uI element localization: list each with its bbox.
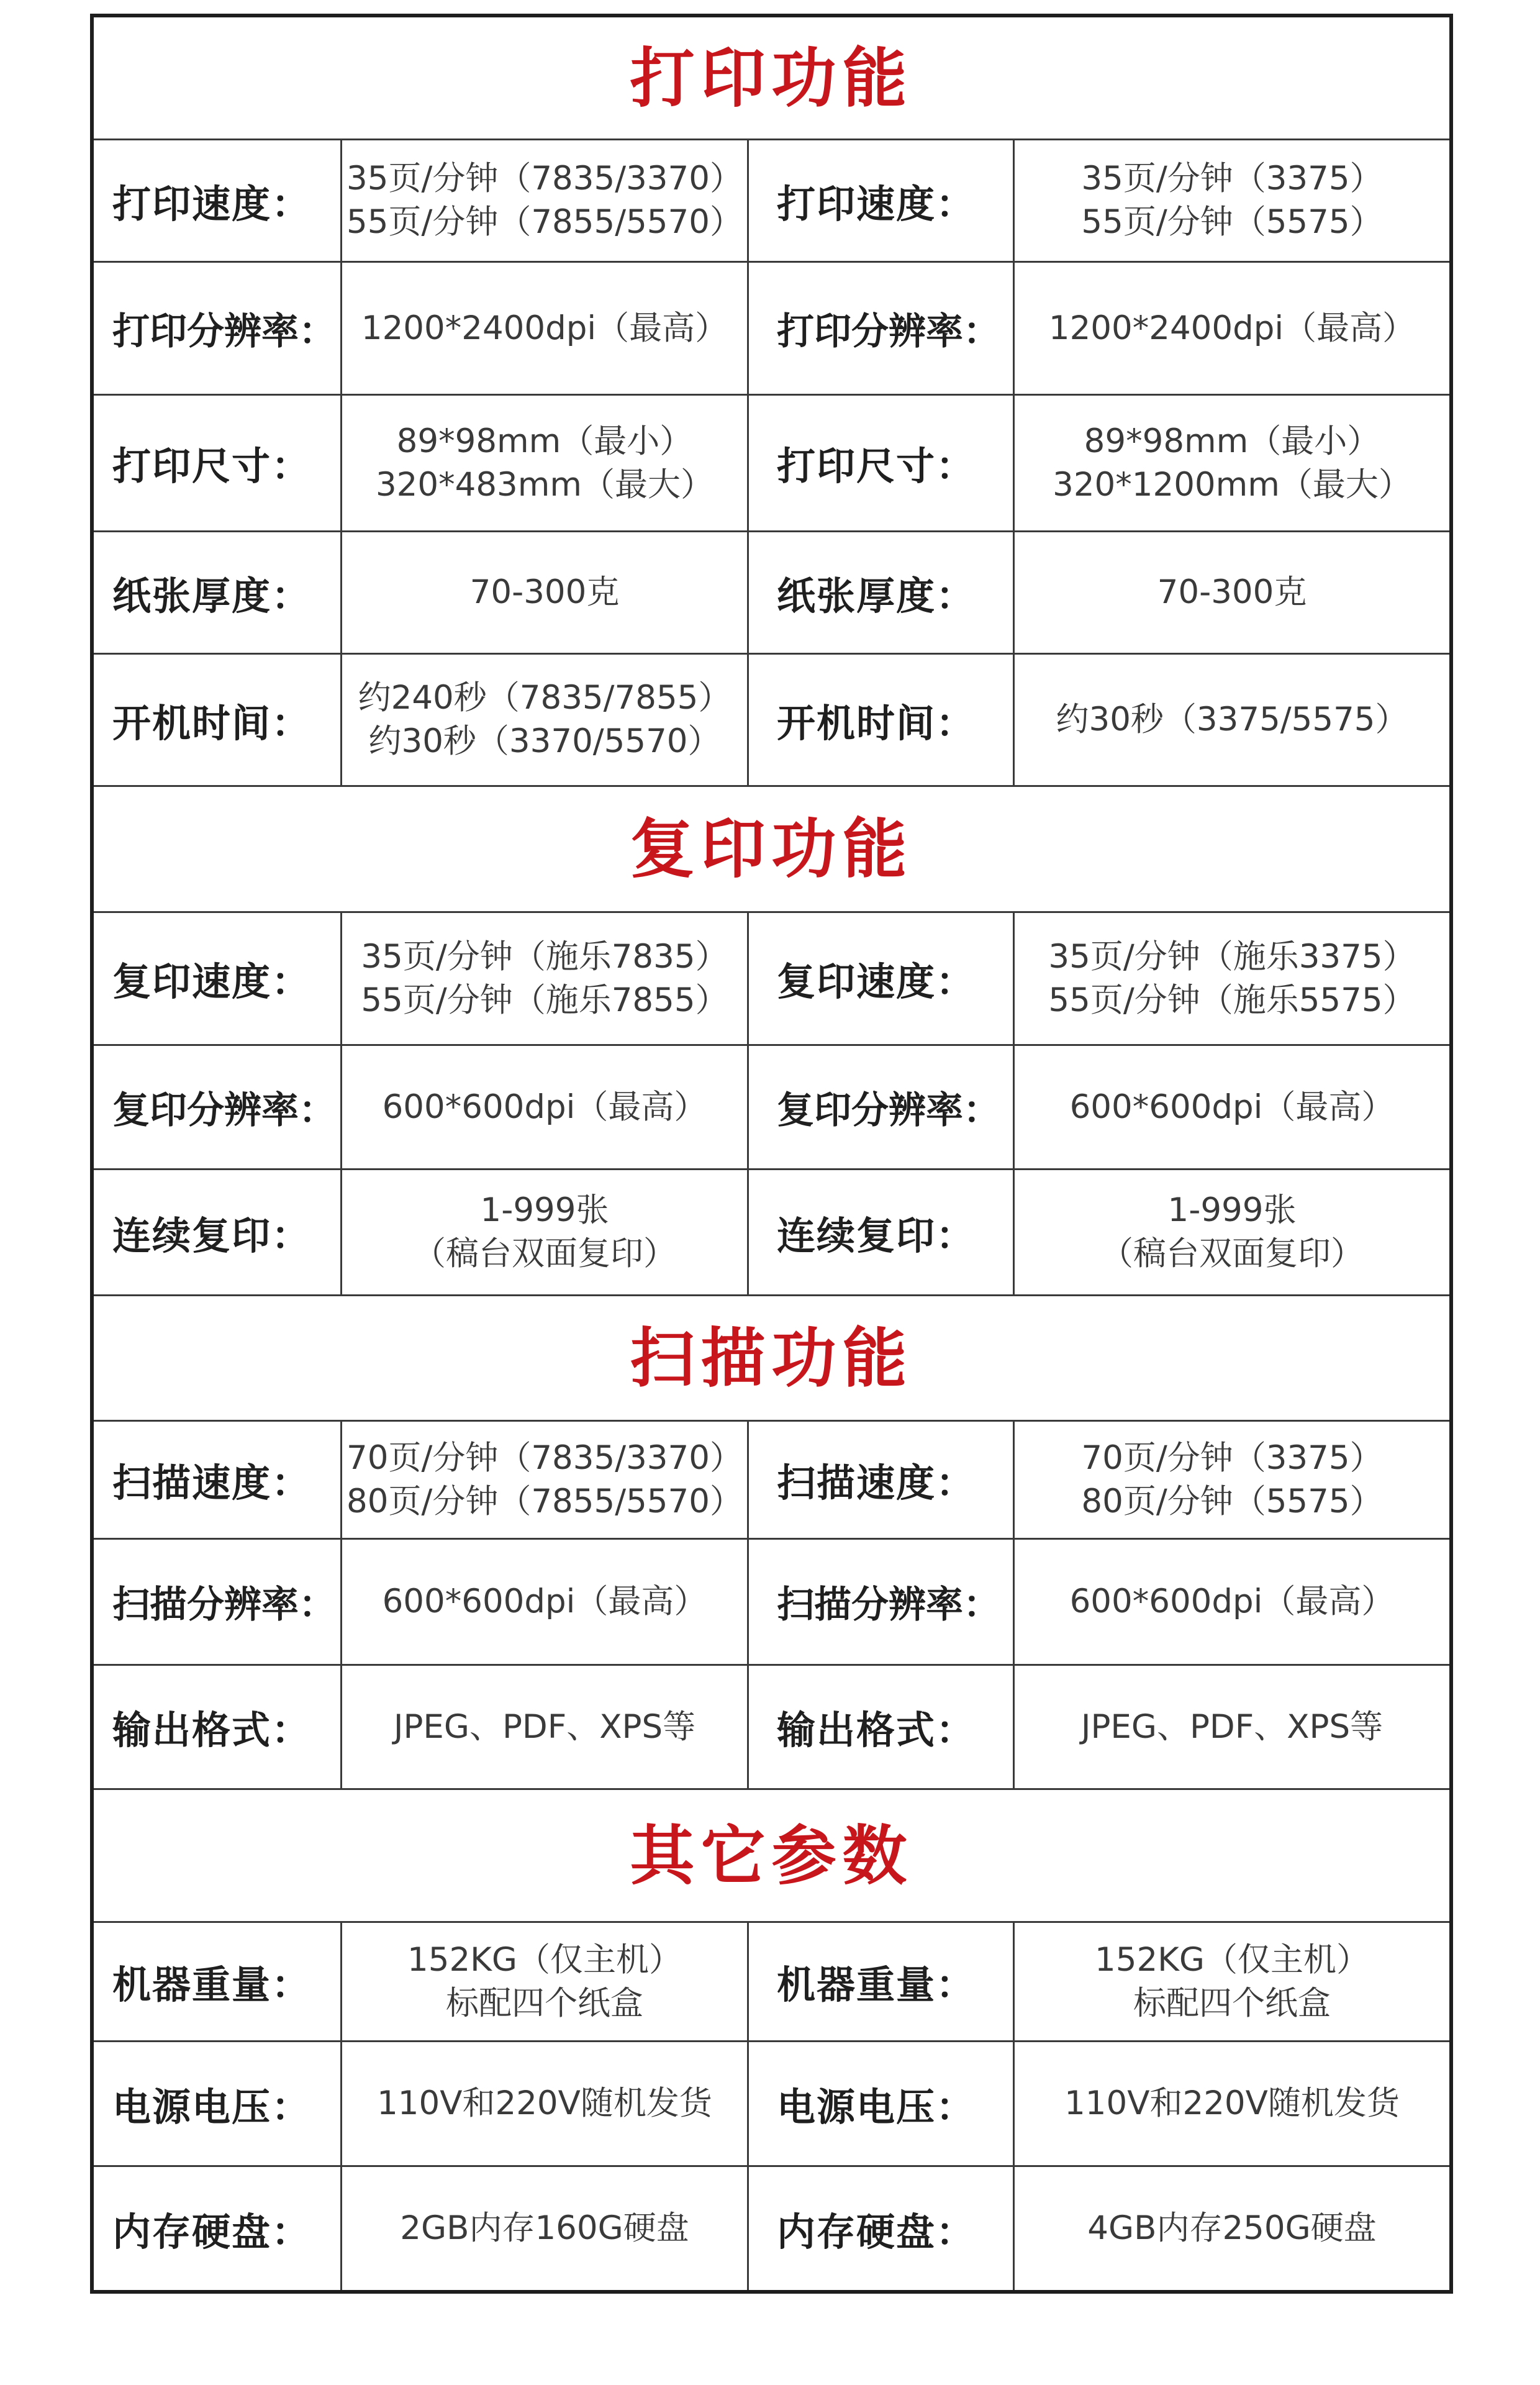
spec-label: 扫描速度： bbox=[749, 1422, 1015, 1538]
spec-label: 扫描分辨率： bbox=[94, 1540, 342, 1664]
spec-label: 输出格式： bbox=[94, 1666, 342, 1788]
spec-value: 1-999张 （稿台双面复印） bbox=[1100, 1191, 1364, 1273]
spec-value: 600*600dpi（最高） bbox=[342, 1046, 749, 1168]
section-title: 复印功能 bbox=[630, 811, 913, 887]
spec-value: 1200*2400dpi（最高） bbox=[342, 263, 749, 394]
spec-value: 600*600dpi（最高） bbox=[342, 1540, 749, 1664]
spec-label: 电源电压： bbox=[749, 2042, 1015, 2165]
spec-label: 打印速度： bbox=[94, 140, 342, 261]
spec-row bbox=[94, 263, 1449, 396]
spec-value: 70-300克 bbox=[342, 532, 749, 653]
section-header-print bbox=[94, 17, 1449, 140]
spec-row bbox=[94, 2167, 1449, 2290]
spec-value: 1200*2400dpi（最高） bbox=[1048, 309, 1416, 347]
section-header-copy bbox=[94, 787, 1449, 913]
spec-label: 纸张厚度： bbox=[749, 532, 1015, 653]
spec-value: 35页/分钟（3375） 55页/分钟（5575） bbox=[1081, 160, 1383, 241]
spec-table bbox=[90, 14, 1453, 2294]
spec-label: 连续复印： bbox=[749, 1170, 1015, 1294]
spec-label: 打印分辨率： bbox=[94, 263, 342, 394]
spec-value: 70页/分钟（3375） 80页/分钟（5575） bbox=[1081, 1438, 1383, 1520]
spec-label: 扫描分辨率： bbox=[749, 1540, 1015, 1664]
spec-value: 110V和220V随机发货 bbox=[342, 2042, 749, 2165]
spec-label: 内存硬盘： bbox=[749, 2167, 1015, 2290]
spec-value: 1-999张 （稿台双面复印） bbox=[342, 1170, 749, 1294]
spec-label: 内存硬盘： bbox=[94, 2167, 342, 2290]
spec-row bbox=[94, 1540, 1449, 1666]
spec-label: 纸张厚度： bbox=[94, 532, 342, 653]
section-title: 打印功能 bbox=[630, 40, 913, 116]
spec-value: JPEG、PDF、XPS等 bbox=[1080, 1707, 1384, 1746]
section-title: 其它参数 bbox=[630, 1817, 913, 1894]
spec-row bbox=[94, 655, 1449, 787]
section-header-scan bbox=[94, 1296, 1449, 1422]
spec-label: 打印尺寸： bbox=[94, 396, 342, 530]
spec-label: 开机时间： bbox=[94, 655, 342, 785]
spec-label: 输出格式： bbox=[749, 1666, 1015, 1788]
section-title: 扫描功能 bbox=[630, 1320, 913, 1396]
spec-row bbox=[94, 913, 1449, 1046]
spec-row bbox=[94, 396, 1449, 532]
spec-label: 电源电压： bbox=[94, 2042, 342, 2165]
spec-row bbox=[94, 1923, 1449, 2042]
spec-label: 复印分辨率： bbox=[94, 1046, 342, 1168]
spec-row bbox=[94, 532, 1449, 655]
spec-row bbox=[94, 1422, 1449, 1540]
spec-label: 开机时间： bbox=[749, 655, 1015, 785]
spec-value: 70-300克 bbox=[1157, 573, 1307, 612]
spec-label: 复印分辨率： bbox=[749, 1046, 1015, 1168]
spec-value: 4GB内存250G硬盘 bbox=[1087, 2209, 1377, 2248]
spec-value: 110V和220V随机发货 bbox=[1064, 2084, 1400, 2123]
spec-label: 机器重量： bbox=[94, 1923, 342, 2040]
spec-label: 打印尺寸： bbox=[749, 396, 1015, 530]
spec-label: 扫描速度： bbox=[94, 1422, 342, 1538]
spec-value: JPEG、PDF、XPS等 bbox=[342, 1666, 749, 1788]
spec-label: 机器重量： bbox=[749, 1923, 1015, 2040]
spec-value: 89*98mm（最小） 320*1200mm（最大） bbox=[1053, 422, 1411, 504]
spec-row bbox=[94, 2042, 1449, 2167]
spec-value: 约240秒（7835/7855） 约30秒（3370/5570） bbox=[342, 655, 749, 785]
spec-value: 152KG（仅主机） 标配四个纸盒 bbox=[1095, 1940, 1369, 2022]
spec-row bbox=[94, 140, 1449, 263]
spec-value: 35页/分钟（7835/3370） 55页/分钟（7855/5570） bbox=[342, 140, 749, 261]
spec-row bbox=[94, 1666, 1449, 1790]
spec-value: 约30秒（3375/5575） bbox=[1056, 701, 1408, 739]
spec-row bbox=[94, 1170, 1449, 1296]
spec-value: 600*600dpi（最高） bbox=[1069, 1088, 1395, 1126]
spec-label: 连续复印： bbox=[94, 1170, 342, 1294]
spec-label: 打印分辨率： bbox=[749, 263, 1015, 394]
spec-label: 复印速度： bbox=[749, 913, 1015, 1044]
spec-value: 152KG（仅主机） 标配四个纸盒 bbox=[342, 1923, 749, 2040]
spec-value: 35页/分钟（施乐3375） 55页/分钟（施乐5575） bbox=[1048, 937, 1416, 1019]
spec-value: 35页/分钟（施乐7835） 55页/分钟（施乐7855） bbox=[342, 913, 749, 1044]
section-header-other bbox=[94, 1790, 1449, 1923]
spec-value: 89*98mm（最小） 320*483mm（最大） bbox=[342, 396, 749, 530]
spec-row bbox=[94, 1046, 1449, 1170]
spec-label: 复印速度： bbox=[94, 913, 342, 1044]
spec-value: 600*600dpi（最高） bbox=[1069, 1583, 1395, 1621]
spec-value: 2GB内存160G硬盘 bbox=[342, 2167, 749, 2290]
spec-value: 70页/分钟（7835/3370） 80页/分钟（7855/5570） bbox=[342, 1422, 749, 1538]
spec-label: 打印速度： bbox=[749, 140, 1015, 261]
